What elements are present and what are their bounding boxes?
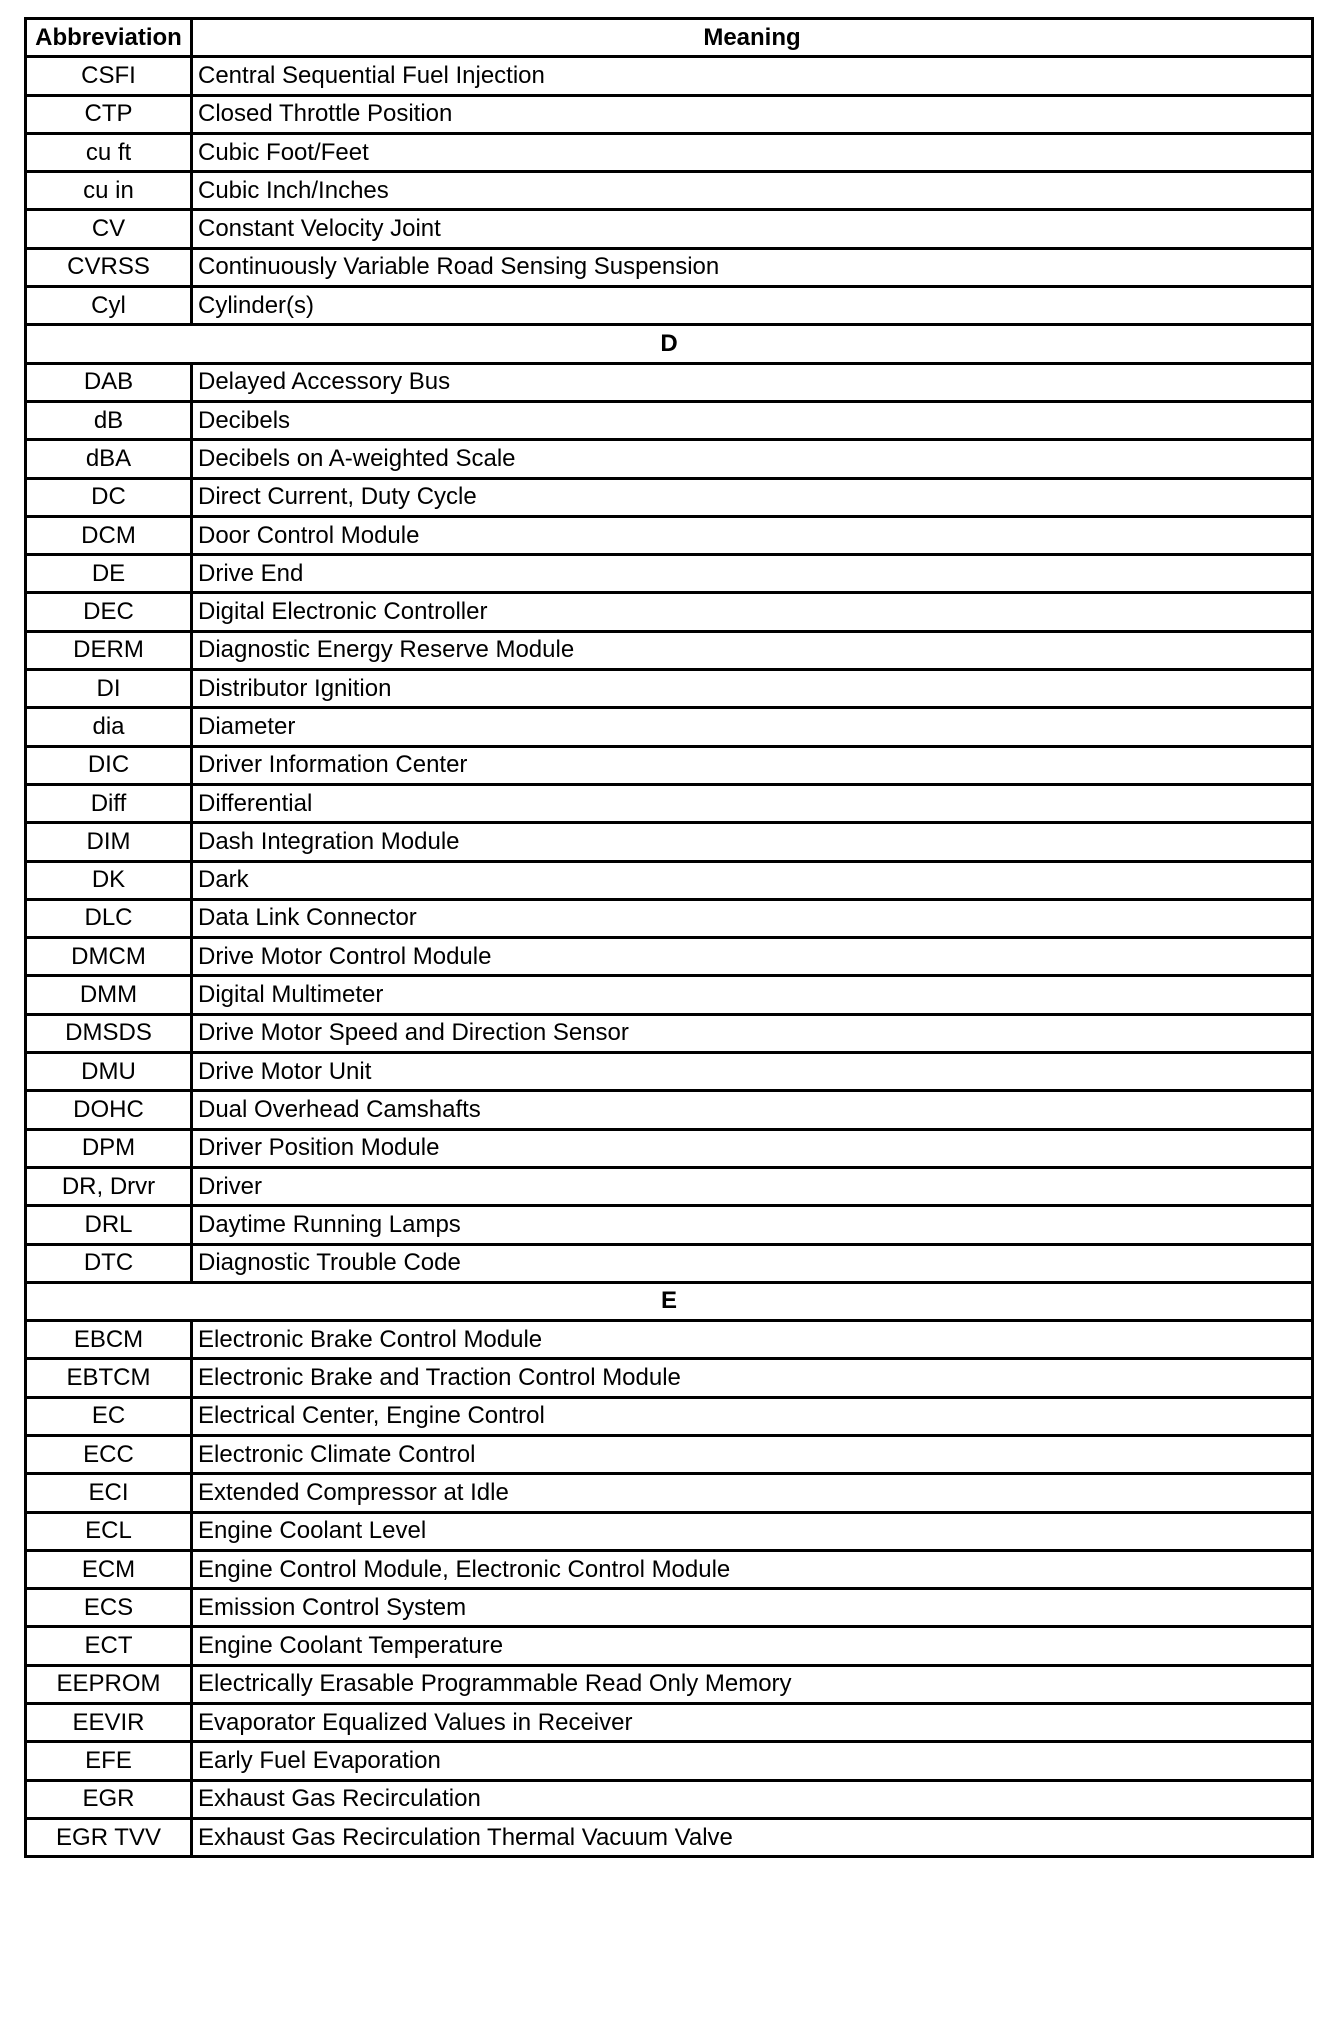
abbreviation-cell: DMCM	[26, 938, 192, 976]
table-row	[26, 976, 1313, 1014]
meaning-cell: Electrical Center, Engine Control	[192, 1397, 1313, 1435]
meaning-cell: Diagnostic Energy Reserve Module	[192, 631, 1313, 669]
abbreviation-cell: Diff	[26, 784, 192, 822]
abbreviation-cell: CSFI	[26, 57, 192, 95]
abbreviation-column-header: Abbreviation	[26, 19, 192, 57]
meaning-cell: Driver Position Module	[192, 1129, 1313, 1167]
table-row	[26, 1359, 1313, 1397]
abbreviation-cell: dBA	[26, 440, 192, 478]
meaning-cell: Exhaust Gas Recirculation Thermal Vacuum Valve	[192, 1818, 1313, 1856]
meaning-cell: Emission Control System	[192, 1589, 1313, 1627]
meaning-cell: Evaporator Equalized Values in Receiver	[192, 1704, 1313, 1742]
meaning-cell: Exhaust Gas Recirculation	[192, 1780, 1313, 1818]
abbreviation-cell: DMSDS	[26, 1014, 192, 1052]
meaning-cell: Drive Motor Speed and Direction Sensor	[192, 1014, 1313, 1052]
table-row	[26, 708, 1313, 746]
table-row	[26, 1397, 1313, 1435]
table-row	[26, 1167, 1313, 1205]
section-letter: D	[26, 325, 1313, 363]
abbreviation-cell: CTP	[26, 95, 192, 133]
meaning-cell: Electronic Climate Control	[192, 1435, 1313, 1473]
meaning-cell: Cubic Foot/Feet	[192, 133, 1313, 171]
abbreviation-cell: Cyl	[26, 287, 192, 325]
table-row	[26, 593, 1313, 631]
meaning-cell: Dark	[192, 861, 1313, 899]
meaning-cell: Drive Motor Control Module	[192, 938, 1313, 976]
meaning-cell: Engine Control Module, Electronic Control Module	[192, 1550, 1313, 1588]
table-row	[26, 248, 1313, 286]
meaning-cell: Driver	[192, 1167, 1313, 1205]
table-row	[26, 516, 1313, 554]
meaning-cell: Decibels	[192, 401, 1313, 439]
meaning-cell: Cubic Inch/Inches	[192, 172, 1313, 210]
table-row	[26, 899, 1313, 937]
table-row	[26, 555, 1313, 593]
table-row	[26, 1244, 1313, 1282]
table-row	[26, 670, 1313, 708]
table-row	[26, 1589, 1313, 1627]
meaning-cell: Engine Coolant Level	[192, 1512, 1313, 1550]
table-row	[26, 1742, 1313, 1780]
abbreviation-cell: ECI	[26, 1474, 192, 1512]
meaning-cell: Door Control Module	[192, 516, 1313, 554]
abbreviation-cell: DERM	[26, 631, 192, 669]
table-row	[26, 57, 1313, 95]
meaning-cell: Digital Multimeter	[192, 976, 1313, 1014]
abbreviation-cell: DC	[26, 478, 192, 516]
table-row	[26, 1665, 1313, 1703]
meaning-cell: Decibels on A-weighted Scale	[192, 440, 1313, 478]
table-row	[26, 440, 1313, 478]
meaning-cell: Diameter	[192, 708, 1313, 746]
abbreviation-cell: DTC	[26, 1244, 192, 1282]
abbreviation-cell: CVRSS	[26, 248, 192, 286]
meaning-cell: Early Fuel Evaporation	[192, 1742, 1313, 1780]
abbreviation-cell: DE	[26, 555, 192, 593]
meaning-cell: Driver Information Center	[192, 746, 1313, 784]
meaning-column-header: Meaning	[192, 19, 1313, 57]
abbreviation-cell: ECM	[26, 1550, 192, 1588]
abbreviation-cell: ECT	[26, 1627, 192, 1665]
abbreviation-cell: EFE	[26, 1742, 192, 1780]
section-row	[26, 1282, 1313, 1320]
abbreviation-cell: EC	[26, 1397, 192, 1435]
table-row	[26, 287, 1313, 325]
table-row	[26, 938, 1313, 976]
table-row	[26, 784, 1313, 822]
table-row	[26, 823, 1313, 861]
table-row	[26, 1780, 1313, 1818]
table-row	[26, 631, 1313, 669]
section-letter: E	[26, 1282, 1313, 1320]
table-row	[26, 1206, 1313, 1244]
table-row	[26, 1435, 1313, 1473]
abbreviation-cell: ECL	[26, 1512, 192, 1550]
abbreviation-cell: DIM	[26, 823, 192, 861]
table-row	[26, 861, 1313, 899]
table-row	[26, 210, 1313, 248]
table-row	[26, 1129, 1313, 1167]
table-row	[26, 1474, 1313, 1512]
meaning-cell: Direct Current, Duty Cycle	[192, 478, 1313, 516]
meaning-cell: Dual Overhead Camshafts	[192, 1091, 1313, 1129]
table-row	[26, 1704, 1313, 1742]
abbreviation-cell: dia	[26, 708, 192, 746]
meaning-cell: Extended Compressor at Idle	[192, 1474, 1313, 1512]
meaning-cell: Digital Electronic Controller	[192, 593, 1313, 631]
abbreviation-cell: EBCM	[26, 1321, 192, 1359]
meaning-cell: Distributor Ignition	[192, 670, 1313, 708]
table-row	[26, 1053, 1313, 1091]
meaning-cell: Cylinder(s)	[192, 287, 1313, 325]
meaning-cell: Central Sequential Fuel Injection	[192, 57, 1313, 95]
abbreviation-cell: EGR TVV	[26, 1818, 192, 1856]
meaning-cell: Dash Integration Module	[192, 823, 1313, 861]
table-row	[26, 1321, 1313, 1359]
abbreviation-cell: DPM	[26, 1129, 192, 1167]
table-row	[26, 1512, 1313, 1550]
abbreviation-cell: DLC	[26, 899, 192, 937]
meaning-cell: Closed Throttle Position	[192, 95, 1313, 133]
meaning-cell: Daytime Running Lamps	[192, 1206, 1313, 1244]
table-row	[26, 363, 1313, 401]
abbreviation-cell: DMU	[26, 1053, 192, 1091]
meaning-cell: Continuously Variable Road Sensing Suspension	[192, 248, 1313, 286]
table-row	[26, 1550, 1313, 1588]
table-row	[26, 1091, 1313, 1129]
abbreviation-cell: ECC	[26, 1435, 192, 1473]
meaning-cell: Electrically Erasable Programmable Read Only Memory	[192, 1665, 1313, 1703]
meaning-cell: Delayed Accessory Bus	[192, 363, 1313, 401]
meaning-cell: Drive Motor Unit	[192, 1053, 1313, 1091]
table-row	[26, 1818, 1313, 1856]
abbreviation-cell: EEVIR	[26, 1704, 192, 1742]
abbreviation-cell: DK	[26, 861, 192, 899]
meaning-cell: Data Link Connector	[192, 899, 1313, 937]
abbreviation-cell: DIC	[26, 746, 192, 784]
table-row	[26, 172, 1313, 210]
table-row	[26, 746, 1313, 784]
abbreviation-cell: DOHC	[26, 1091, 192, 1129]
abbreviation-cell: EGR	[26, 1780, 192, 1818]
abbreviation-cell: EEPROM	[26, 1665, 192, 1703]
meaning-cell: Drive End	[192, 555, 1313, 593]
abbreviation-cell: CV	[26, 210, 192, 248]
header-row	[26, 19, 1313, 57]
table-row	[26, 478, 1313, 516]
table-body	[26, 57, 1313, 1857]
abbreviation-cell: cu ft	[26, 133, 192, 171]
abbreviation-cell: DEC	[26, 593, 192, 631]
table-row	[26, 95, 1313, 133]
abbreviation-cell: EBTCM	[26, 1359, 192, 1397]
meaning-cell: Electronic Brake and Traction Control Module	[192, 1359, 1313, 1397]
abbreviation-cell: DMM	[26, 976, 192, 1014]
meaning-cell: Constant Velocity Joint	[192, 210, 1313, 248]
abbreviation-cell: DRL	[26, 1206, 192, 1244]
abbreviation-cell: DCM	[26, 516, 192, 554]
abbreviation-cell: dB	[26, 401, 192, 439]
section-row	[26, 325, 1313, 363]
table-row	[26, 401, 1313, 439]
table-row	[26, 1627, 1313, 1665]
abbreviation-cell: cu in	[26, 172, 192, 210]
abbreviation-cell: ECS	[26, 1589, 192, 1627]
meaning-cell: Engine Coolant Temperature	[192, 1627, 1313, 1665]
meaning-cell: Diagnostic Trouble Code	[192, 1244, 1313, 1282]
abbreviation-cell: DAB	[26, 363, 192, 401]
abbreviation-cell: DR, Drvr	[26, 1167, 192, 1205]
meaning-cell: Electronic Brake Control Module	[192, 1321, 1313, 1359]
table-row	[26, 133, 1313, 171]
abbreviation-table	[24, 17, 1314, 1858]
meaning-cell: Differential	[192, 784, 1313, 822]
table-row	[26, 1014, 1313, 1052]
abbreviation-cell: DI	[26, 670, 192, 708]
